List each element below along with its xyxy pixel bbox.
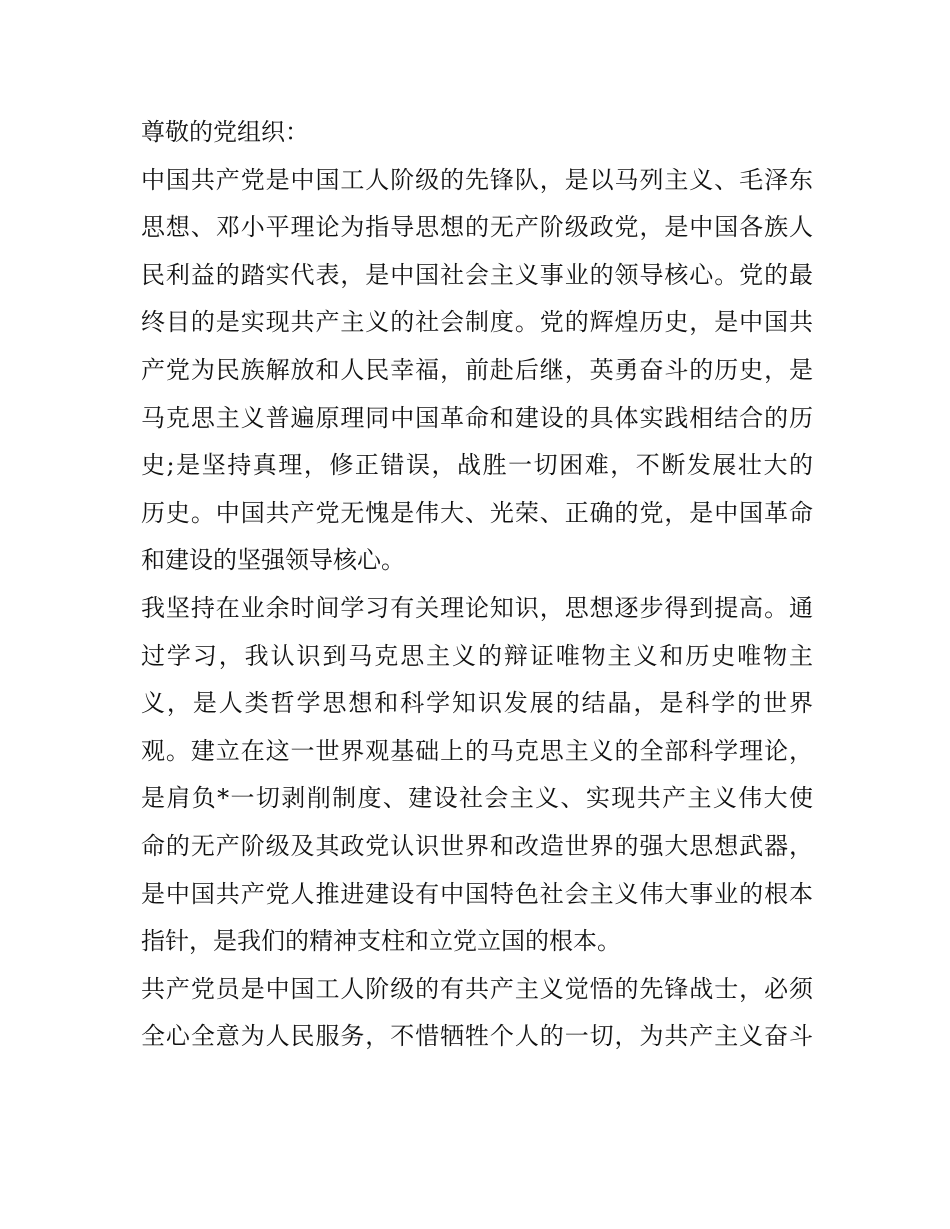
paragraph-line: 过学习，我认识到马克思主义的辩证唯物主义和历史唯物主 <box>141 641 813 670</box>
paragraph-line: 全心全意为人民服务，不惜牺牲个人的一切，为共产主义奋斗 <box>141 1022 813 1051</box>
paragraph-1 <box>141 157 813 585</box>
paragraph-line: 观。建立在这一世界观基础上的马克思主义的全部科学理论， <box>141 736 813 765</box>
paragraph-line: 产党为民族解放和人民幸福，前赴后继，英勇奋斗的历史，是 <box>141 355 813 384</box>
paragraph-2 <box>141 585 813 966</box>
paragraph-line: 马克思主义普遍原理同中国革命和建设的具体实践相结合的历 <box>141 403 813 432</box>
paragraph-line: 民利益的踏实代表，是中国社会主义事业的领导核心。党的最 <box>141 260 813 289</box>
paragraph-line: 我坚持在业余时间学习有关理论知识，思想逐步得到提高。通 <box>141 593 813 622</box>
paragraph-line: 共产党员是中国工人阶级的有共产主义觉悟的先锋战士，必须 <box>141 974 813 1003</box>
paragraph-line: 中国共产党是中国工人阶级的先锋队，是以马列主义、毛泽东 <box>141 165 813 194</box>
document-body <box>141 109 813 1061</box>
paragraph-line: 和建设的坚强领导核心。 <box>141 546 405 575</box>
paragraph-line: 义，是人类哲学思想和科学知识发展的结晶，是科学的世界 <box>141 689 813 718</box>
paragraph-line: 历史。中国共产党无愧是伟大、光荣、正确的党，是中国革命 <box>141 498 813 527</box>
paragraph-line: 命的无产阶级及其政党认识世界和改造世界的强大思想武器， <box>141 831 813 860</box>
paragraph-line: 是肩负*一切剥削制度、建设社会主义、实现共产主义伟大使 <box>141 784 813 813</box>
salutation: 尊敬的党组织： <box>141 118 309 146</box>
paragraph-line: 指针，是我们的精神支柱和立党立国的根本。 <box>141 927 621 956</box>
paragraph-line: 是中国共产党人推进建设有中国特色社会主义伟大事业的根本 <box>141 879 813 908</box>
paragraph-line: 终目的是实现共产主义的社会制度。党的辉煌历史，是中国共 <box>141 308 813 337</box>
paragraph-3 <box>141 966 813 1061</box>
paragraph-line: 史;是坚持真理，修正错误，战胜一切困难，不断发展壮大的 <box>141 451 813 480</box>
paragraph-line: 思想、邓小平理论为指导思想的无产阶级政党，是中国各族人 <box>141 213 813 242</box>
